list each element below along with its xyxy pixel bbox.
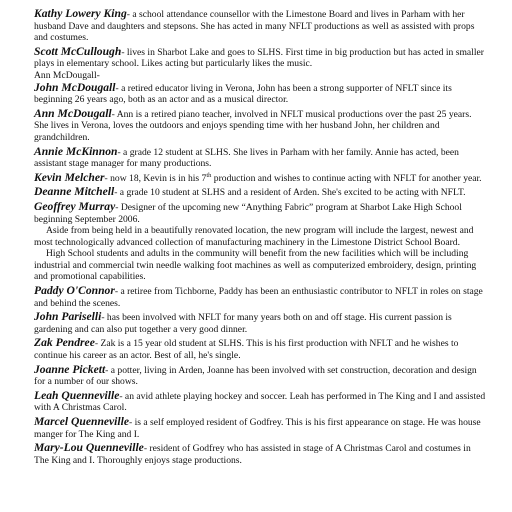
bio-text: - is a self employed resident of Godfrey. This is his first appearance on stage. He was house manger for The King and I. <box>34 417 481 440</box>
bio-intro <box>34 201 486 225</box>
bio-entry-joanne-pickett <box>34 364 486 388</box>
bio-entry-zak-pendree <box>34 337 486 361</box>
bio-entry-scott-mccullough <box>34 46 486 70</box>
bio-name: Marcel Quenneville <box>34 415 129 428</box>
bio-name: Kathy Lowery King <box>34 7 127 20</box>
bio-name: Ann McDougall <box>34 106 112 120</box>
bio-entry-marcel-quenneville <box>34 416 486 440</box>
ordinal-suffix: th <box>206 171 212 179</box>
bio-entry-paddy-oconnor <box>34 285 486 309</box>
bio-entry-john-mcdougall <box>34 82 486 106</box>
bio-entry-deanne-mitchell <box>34 186 486 199</box>
bio-text: - a grade 10 student at SLHS and a resident of Arden. She's excited to be acting with NFLT. <box>114 187 466 199</box>
bio-entry-ann-mcdougall <box>34 108 486 144</box>
bio-name: Zak Pendree <box>34 336 95 350</box>
bio-name: Deanne Mitchell <box>34 185 115 199</box>
bio-text: - a retiree from Tichborne, Paddy has been an enthusiastic contributor to NFLT in roles on stage and behind the scenes. <box>34 286 483 309</box>
bio-text: - an avid athlete playing hockey and soccer. Leah has performed in The King and I and assisted with A Christmas Carol. <box>34 390 486 414</box>
bio-text-continued: production and wishes to continue acting with NFLT for another year. <box>211 172 482 184</box>
bio-name: John McDougall <box>34 80 116 94</box>
bio-entry-leah-quenneville <box>34 390 486 414</box>
stray-line: Ann McDougall- <box>34 69 100 81</box>
bio-name: Mary-Lou Quenneville <box>34 441 144 455</box>
bio-text: - a retired educator living in Verona, John has been a strong supporter of NFLT since its beginning 26 years ago, both as an actor and as a musical director. <box>34 82 452 106</box>
bio-text: - Ann is a retired piano teacher, involved in NFLT musical productions over the past 25 years. She lives in Verona, loves the outdoors and enjoys spending time with her husband John, her children and grandchildren. <box>34 108 472 143</box>
bio-entry-john-pariselli <box>34 311 486 335</box>
bio-text: - a potter, living in Arden, Joanne has been involved with set construction, decoration and design for a number of our shows. <box>34 364 477 388</box>
bio-paragraph: High School students and adults in the community will benefit from the new facilities which will be including industrial and commercial twin needle walking foot machines as well as computerized embroidery, design, printing and promotional capabilities. <box>34 248 477 283</box>
bio-entry-geoffrey-murray <box>34 201 486 283</box>
bio-text: - has been involved with NFLT for many years both on and off stage. His current passion is gardening and can also put together a very good dinner. <box>34 312 452 335</box>
bio-name: Leah Quenneville <box>34 388 120 402</box>
bio-text: - a school attendance counsellor with the Limestone Board and lives in Parham with her husband Dave and daughters and stepsons. She has acted in many NFLT productions as well as assisted with props and costumes. <box>34 9 475 44</box>
bio-text: - Zak is a 15 year old student at SLHS. This is his first production with NFLT and he wishes to continue his career as an actor. Best of all, he's single. <box>34 338 459 362</box>
bio-name: Geoffrey Murray <box>34 199 116 213</box>
bio-text: - a grade 12 student at SLHS. She lives in Parham with her family. Annie has acted, been assistant stage manager for many productions. <box>34 146 459 170</box>
bio-name: Scott McCullough <box>34 44 122 58</box>
bio-entry-annie-mckinnon <box>34 146 486 170</box>
bio-name: Annie McKinnon <box>34 144 118 158</box>
bio-entry-kathy-lowery-king <box>34 8 486 44</box>
bio-entry-mary-lou-quenneville <box>34 442 486 466</box>
bio-text: - Designer of the upcoming new “Anything Fabric” program at Sharbot Lake High School beginning September 2006. <box>34 201 462 225</box>
bio-name: Kevin Melcher <box>34 170 105 184</box>
bio-text: - resident of Godfrey who has assisted in stage of A Christmas Carol and costumes in The King and I. Thoroughly enjoys stage productions. <box>34 443 471 466</box>
bio-paragraph: Aside from being held in a beautifully renovated location, the new program will include the largest, newest and most technologically advanced collection of manufacturing machinery in the Limestone District School Board. <box>34 225 474 248</box>
bio-text: - now 18, Kevin is in his 7 <box>104 172 207 184</box>
bio-entry-kevin-melcher <box>34 172 486 185</box>
cast-bios-page <box>34 8 486 468</box>
bio-name: Joanne Pickett <box>34 362 106 376</box>
bio-name: John Pariselli <box>34 310 102 324</box>
bio-name: Paddy O'Connor <box>34 284 115 298</box>
bio-text: - lives in Sharbot Lake and goes to SLHS. First time in big production but has acted in smaller plays in elementary school. Likes acting but particularly likes the music. <box>34 46 484 70</box>
